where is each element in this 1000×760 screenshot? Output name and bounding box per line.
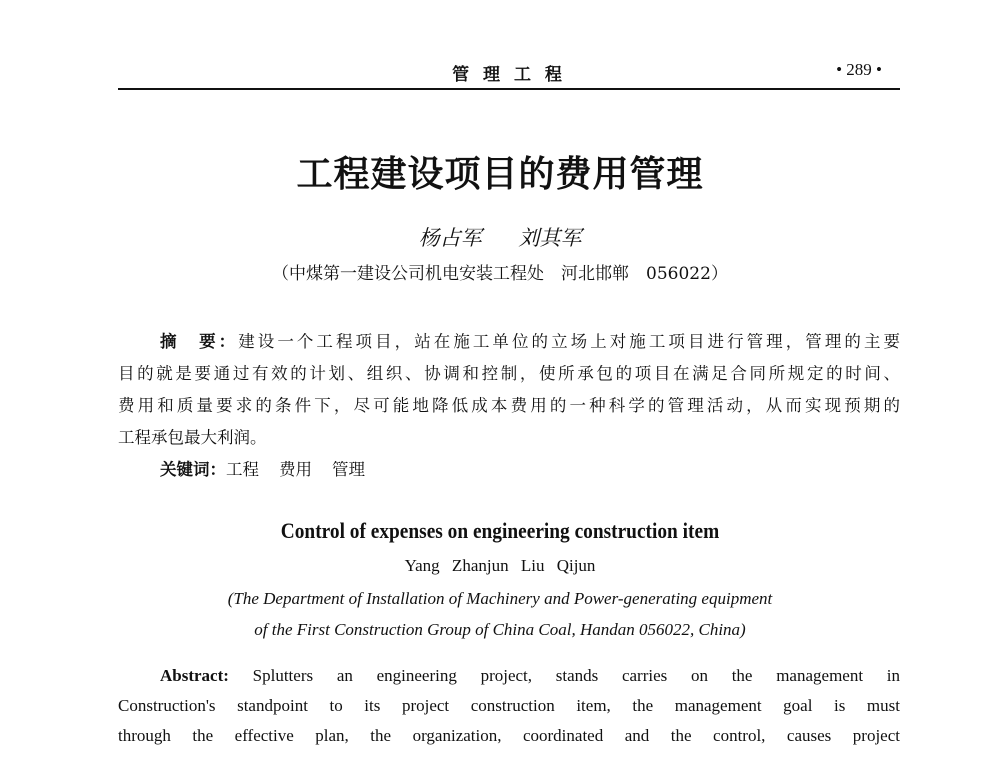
running-header xyxy=(118,58,900,90)
abstract-line xyxy=(118,326,900,358)
keyword: 费用 xyxy=(279,460,312,479)
abstract-text: Splutters an engineering project, stands carries on the management in xyxy=(252,666,901,685)
abstract-text: 建设一个工程项目，站在施工单位的立场上对施工项目进行管理，管理的主要 xyxy=(238,332,900,351)
chinese-abstract xyxy=(118,326,900,486)
abstract-label: 摘 要： xyxy=(160,332,239,351)
abstract-line: through the effective plan, the organization, coordinated and the control, causes project xyxy=(118,726,900,745)
abstract-line: 费用和质量要求的条件下，尽可能地降低成本费用的一种科学的管理活动，从而实现预期的 xyxy=(118,396,900,415)
abstract-line: 目的就是要通过有效的计划、组织、协调和控制，使所承包的项目在满足合同所规定的时间、 xyxy=(118,364,900,383)
journal-name: 管 理 工 程 xyxy=(452,65,566,85)
keyword: 管理 xyxy=(332,460,365,479)
abstract-line: 工程承包最大利润。 xyxy=(118,428,267,447)
authors: 杨占军 刘其军 xyxy=(418,226,582,250)
paper-title: 工程建设项目的费用管理 xyxy=(296,154,704,195)
abstract-line: Construction's standpoint to its project construction item, the management goal is must xyxy=(118,696,900,715)
affiliation: （中煤第一建设公司机电安装工程处 河北邯郸 056022） xyxy=(272,264,728,284)
keywords-label: 关键词： xyxy=(160,460,226,479)
english-title: Control of expenses on engineering construction item xyxy=(280,518,720,543)
page-number: • 289 • xyxy=(836,60,882,79)
keywords xyxy=(160,454,900,486)
english-affiliation-line: (The Department of Installation of Machinery and Power-generating equipment xyxy=(227,589,773,608)
keyword: 工程 xyxy=(226,460,259,479)
abstract-line xyxy=(118,661,900,691)
abstract-label: Abstract: xyxy=(160,666,229,685)
english-affiliation-line: of the First Construction Group of China Coal, Handan 056022, China) xyxy=(254,620,746,639)
english-abstract xyxy=(118,661,900,751)
english-authors: Yang Zhanjun Liu Qijun xyxy=(404,556,596,575)
